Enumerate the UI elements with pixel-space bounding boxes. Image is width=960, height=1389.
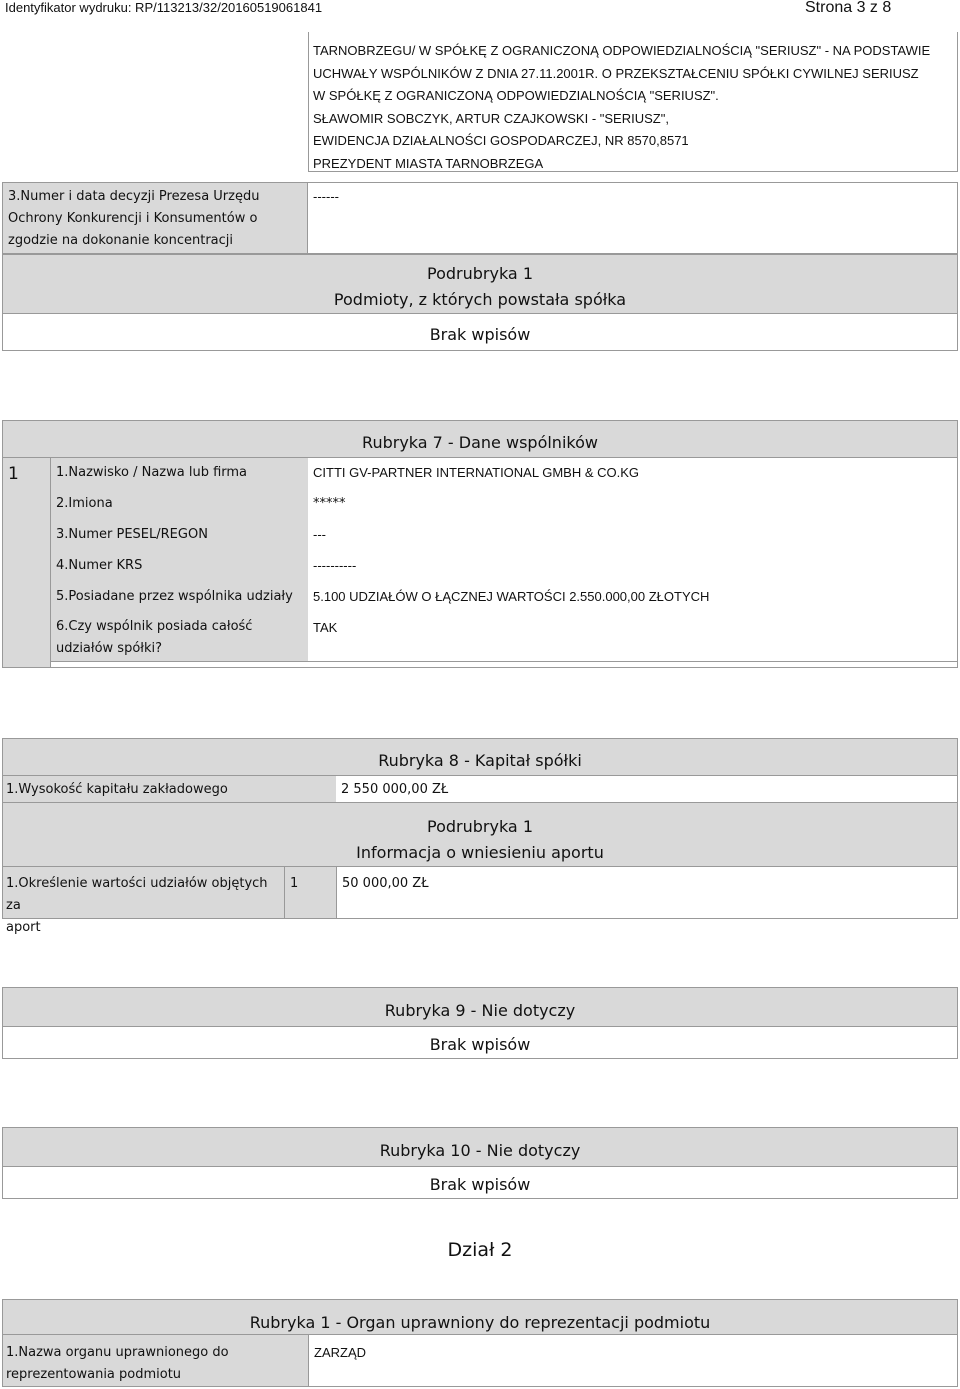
r7-value-1: CITTI GV-PARTNER INTERNATIONAL GMBH & CO.KG [313, 465, 639, 480]
aport-sub-header [2, 803, 958, 867]
rubryka7-index-cell [2, 458, 51, 668]
sub1-header [2, 254, 958, 314]
organ-label: reprezentowania podmiotu [6, 1367, 182, 1382]
rubryka9-empty: Brak wpisów [429, 1035, 531, 1054]
aport-sub-subtitle: Informacja o wniesieniu aportu [356, 843, 604, 862]
dzial2-title: Dział 2 [447, 1239, 513, 1261]
r7-label-text: udziałów spółki? [56, 641, 163, 656]
r7-label-text: 4.Numer KRS [56, 558, 143, 573]
rubryka1-header [2, 1299, 958, 1335]
rubryka9-empty-row [2, 1027, 958, 1059]
r7-label-4 [51, 551, 308, 582]
continued-lines [313, 40, 953, 175]
rubryka10-empty: Brak wpisów [429, 1175, 531, 1194]
uokik-value: ------ [313, 189, 339, 204]
r7-label-2 [51, 489, 308, 520]
r7-label-text: 2.Imiona [56, 496, 113, 511]
r7-label-text: 6.Czy wspólnik posiada całość [56, 619, 253, 634]
aport-value-cell [336, 867, 958, 919]
aport-label: 1.Określenie wartości udziałów objętych za [6, 876, 268, 913]
organ-label: 1.Nazwa organu uprawnionego do [6, 1345, 229, 1360]
continued-line: TARNOBRZEGU/ W SPÓŁKĘ Z OGRANICZONĄ ODPOWIEDZIALNOŚCIĄ "SERIUSZ" - NA PODSTAWIE [313, 43, 931, 58]
rubryka9-title: Rubryka 9 - Nie dotyczy [384, 1001, 576, 1020]
r7-value-3: --- [313, 527, 326, 542]
sub1-empty-row [2, 314, 958, 351]
sub1-subtitle: Podmioty, z których powstała spółka [333, 290, 627, 309]
rubryka8-title: Rubryka 8 - Kapitał spółki [378, 751, 582, 770]
rubryka7-header [2, 420, 958, 458]
capital-value: 2 550 000,00 ZŁ [341, 782, 449, 797]
r7-label-text: 5.Posiadane przez wspólnika udziały [56, 589, 293, 604]
rubryka10-title: Rubryka 10 - Nie dotyczy [379, 1141, 581, 1160]
r7-divider [51, 661, 958, 662]
continued-line: W SPÓŁKĘ Z OGRANICZONĄ ODPOWIEDZIALNOŚCIĄ "SERIUSZ". [313, 88, 719, 103]
capital-label-cell [2, 776, 336, 803]
rubryka8-header [2, 738, 958, 776]
capital-label: 1.Wysokość kapitału zakładowego [6, 782, 228, 797]
r7-label-1 [51, 458, 308, 489]
sub1-title: Podrubryka 1 [427, 264, 533, 283]
rubryka7-title: Rubryka 7 - Dane wspólników [362, 433, 598, 452]
rubryka10-empty-row [2, 1167, 958, 1199]
aport-sub-title: Podrubryka 1 [427, 817, 533, 836]
r7-value-2: ***** [313, 496, 346, 511]
aport-index-cell [284, 867, 336, 919]
continued-line: EWIDENCJA DZIAŁALNOŚCI GOSPODARCZEJ, NR 8570,8571 [313, 133, 689, 148]
organ-value-cell [308, 1335, 958, 1387]
aport-label: aport [6, 920, 41, 935]
r7-label-3 [51, 520, 308, 551]
continued-line: PREZYDENT MIASTA TARNOBRZEGA [313, 155, 544, 171]
organ-label-cell [2, 1335, 308, 1387]
aport-index: 1 [290, 876, 299, 891]
continued-line: UCHWAŁY WSPÓLNIKÓW Z DNIA 27.11.2001R. O PRZEKSZTAŁCENIU SPÓŁKI CYWILNEJ SERIUSZ [313, 65, 919, 81]
aport-value: 50 000,00 ZŁ [342, 876, 429, 891]
continued-line: SŁAWOMIR SOBCZYK, ARTUR CZAJKOWSKI - "SERIUSZ", [313, 110, 669, 126]
print-identifier: Identyfikator wydruku: RP/113213/32/20160519061841 [5, 0, 323, 15]
organ-value: ZARZĄD [314, 1345, 366, 1360]
rubryka1-title: Rubryka 1 - Organ uprawniony do reprezentacji podmiotu [249, 1313, 711, 1332]
rubryka7-index: 1 [8, 464, 19, 484]
r7-value-6: TAK [313, 620, 338, 635]
page-number: Strona 3 z 8 [805, 0, 892, 16]
uokik-label-cell [2, 182, 308, 254]
r7-label-text: 1.Nazwisko / Nazwa lub firma [56, 465, 248, 480]
uokik-value-cell [308, 182, 958, 254]
r7-value-4: ---------- [313, 558, 357, 573]
aport-label-cell [2, 867, 284, 935]
capital-value-cell [336, 776, 958, 803]
uokik-label-line: zgodzie na dokonanie koncentracji [8, 233, 234, 248]
r7-label-text: 3.Numer PESEL/REGON [56, 527, 208, 542]
uokik-label-line: 3.Numer i data decyzji Prezesa Urzędu [8, 189, 260, 204]
r7-label-5 [51, 582, 308, 613]
uokik-label-line: Ochrony Konkurencji i Konsumentów o [8, 211, 258, 226]
rubryka9-header [2, 987, 958, 1027]
r7-label-6 [51, 613, 308, 661]
r7-value-5: 5.100 UDZIAŁÓW O ŁĄCZNEJ WARTOŚCI 2.550.000,00 ZŁOTYCH [313, 589, 710, 604]
sub1-empty: Brak wpisów [429, 325, 531, 344]
rubryka10-header [2, 1127, 958, 1167]
